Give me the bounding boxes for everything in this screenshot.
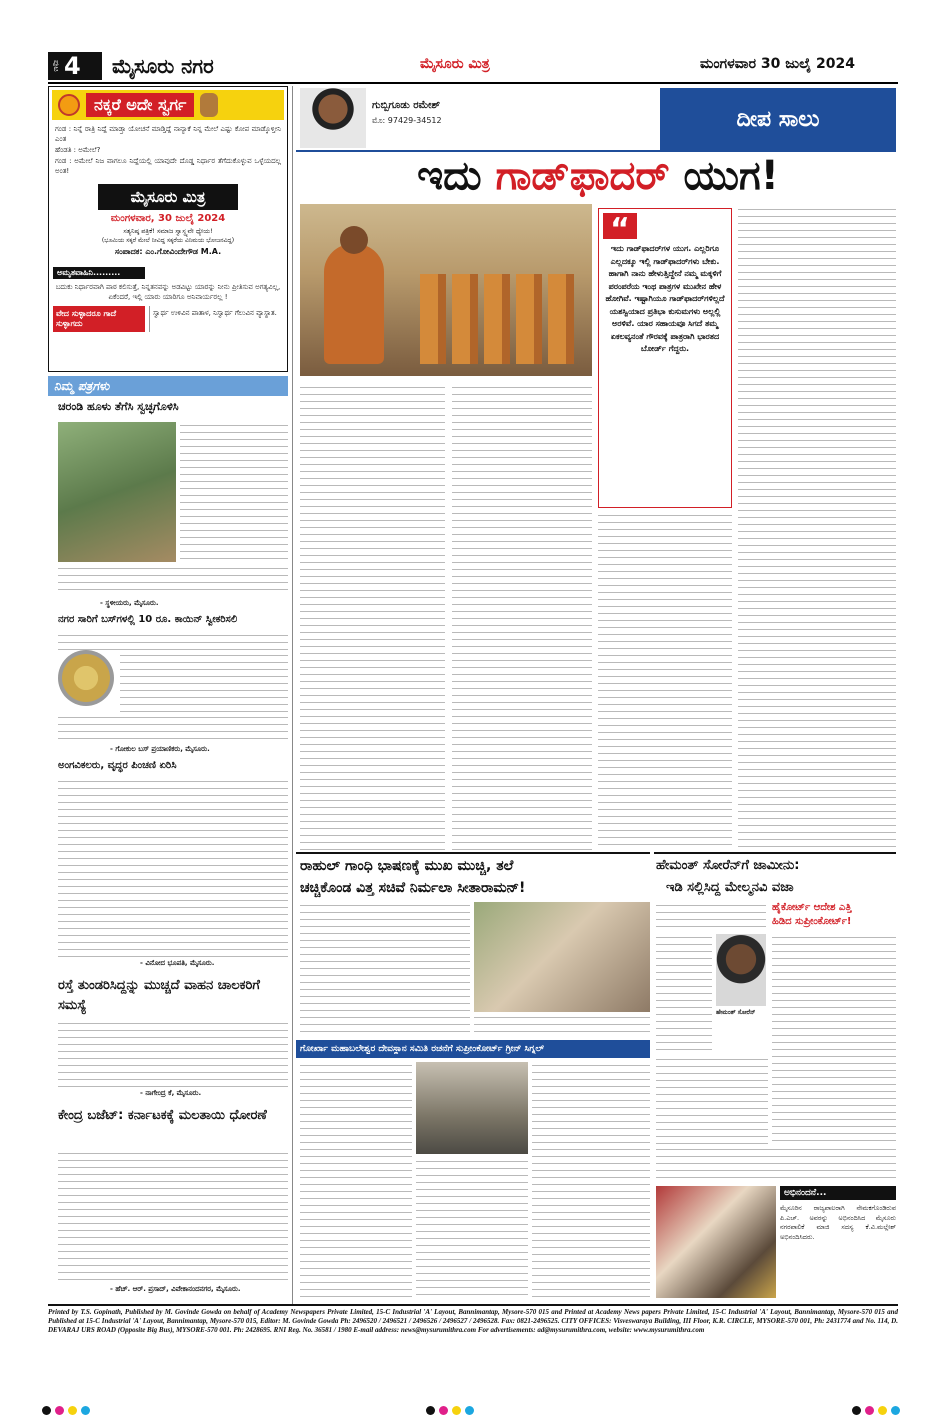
- feature-col-1: [300, 384, 445, 850]
- story-4-header: [296, 1040, 650, 1058]
- drain-photo: [58, 422, 176, 562]
- students-group: [420, 274, 580, 364]
- letter-1-sign: - ಸ್ಥಳೀಯರು, ಮೈಸೂರು.: [100, 599, 159, 607]
- footer-rule: [48, 1304, 898, 1306]
- story-3-col-1a: [656, 902, 766, 932]
- registration-marks-right: [850, 1400, 902, 1419]
- column-label-box: [660, 88, 896, 150]
- quote-mark-icon: “: [603, 213, 637, 239]
- story-4-col-3: [532, 1062, 650, 1298]
- soren-photo: [716, 934, 766, 1006]
- letter-5-body: [58, 1150, 288, 1280]
- cartoon-figure-icon: [200, 93, 218, 117]
- story-3-headline-1: ಹೇಮಂತ್ ಸೋರೆನ್‌ಗೆ ಜಾಮೀನು:: [656, 858, 800, 873]
- story-4-col-2: [416, 1158, 528, 1298]
- registration-marks-center: [424, 1400, 476, 1419]
- story-2-col-1: [300, 902, 470, 1038]
- masthead-rule: [48, 82, 898, 84]
- nirmala-photo: [474, 902, 650, 1012]
- story-2-rule: [296, 852, 650, 854]
- dot-cyan-icon: [81, 1406, 90, 1415]
- story-4-col-1: [300, 1062, 412, 1298]
- dot-black-icon: [852, 1406, 861, 1415]
- section-title: ಮೈಸೂರು ನಗರ: [112, 54, 214, 78]
- greeting-text: ಮೈಸೂರಿನ ರಾಜ್ಯಪಾಲರಾಗಿ ನೇಮಕಗೊಂಡಿರುವ ಪಿ.ಎಚ್. ಅವರನ್ನು ಅಭಿನಂದಿಸಿದ ಮೈಸೂರು ನಗರಪಾಲಿಕೆ ಮಾಜಿ ಸದಸ್ಯ ಕೆ.ವಿ.ಮಲ್ಲೇಶ್ ಅಭಿನಂದಿಸಿದರು.: [780, 1204, 896, 1241]
- amrutha-title: ಅಮೃತವಾಹಿನಿ.........: [53, 267, 145, 279]
- feature-col-2: [452, 384, 592, 850]
- masthead-date: ಮಂಗಳವಾರ 30 ಜುಲೈ 2024: [700, 56, 855, 72]
- letters-title: ನಿಮ್ಮ ಪತ್ರಗಳು: [54, 378, 110, 393]
- dot-yellow-icon: [68, 1406, 77, 1415]
- dot-black-icon: [426, 1406, 435, 1415]
- letter-2-body-top: [58, 632, 288, 652]
- veda-left: ವೇದ ಸುಳ್ಳಾದರೂ ಗಾದೆ ಸುಳ್ಳಾಗದು: [53, 306, 145, 332]
- story-3-col-1c: [656, 1056, 768, 1144]
- author-photo: [300, 88, 366, 148]
- dot-yellow-icon: [878, 1406, 887, 1415]
- box-date: ಮಂಗಳವಾರ, 30 ಜುಲೈ 2024: [110, 213, 226, 224]
- registration-marks-left: [40, 1400, 92, 1419]
- laughing-face-icon: [58, 94, 80, 116]
- story-2-col-2: [474, 1014, 650, 1038]
- soren-photo-caption: ಹೇಮಂತ್ ಸೋರೆನ್: [716, 1009, 756, 1016]
- story-4-headline: ಗೋರ್ಖಾ ಮಹಾಬಲೇಶ್ವರ ದೇವಸ್ಥಾನ ಸಮಿತಿ ರಚನೆಗೆ ಸುಪ್ರೀಂಕೋರ್ಟ್ ಗ್ರೀನ್ ಸಿಗ್ನಲ್: [300, 1044, 545, 1054]
- headline-part-3: ಯುಗ!: [669, 153, 779, 199]
- joke-line-1: ಗಂಡ : ನಿನ್ನೆ ರಾತ್ರಿ ನಿದ್ದೆ ಮಾಡ್ತಾ ಯೋಚನೆ ಮಾಡ್ತಿದ್ದೆ ನಾನ್ಯಾಕೆ ನಿನ್ನ ಮೇಲೆ ಎಷ್ಟು ಕೋಪ ಮಾಡ್ಕೊಳ್ತೀನಿ ಎಂತ: [55, 125, 281, 143]
- joke-title: ನಕ್ಕರೆ ಅದೇ ಸ್ವರ್ಗ: [86, 93, 194, 117]
- greeting-title: ಅಭಿನಂದನೆ...: [780, 1186, 896, 1200]
- story-3-col-2: [772, 934, 896, 1144]
- dot-magenta-icon: [55, 1406, 64, 1415]
- letter-5-sign: - ಹೆಚ್. ಆರ್. ಪ್ರಸಾದ್, ವಿವೇಕಾನಂದನಗರ, ಮೈಸೂರು.: [110, 1285, 241, 1293]
- letter-1-body-2: [58, 565, 288, 593]
- letter-3-body: [58, 778, 288, 958]
- dot-black-icon: [42, 1406, 51, 1415]
- box-editor: ಸಂಪಾದಕ: ಎಂ.ಗೋವಿಂದೇಗೌಡ M.A.: [114, 247, 222, 256]
- letter-3-headline: ಅಂಗವಿಕಲರು, ವೃದ್ಧರ ಪಿಂಚಣಿ ಏರಿಸಿ: [58, 760, 177, 771]
- headline-part-2: ಗಾಡ್‌ಫಾದರ್: [495, 153, 670, 199]
- footer-imprint: Printed by T.S. Gopinath, Published by M. Govinde Gowda on behalf of Academy Newspapers Private Limited, 15-C Industrial 'A' Layout, Bannimantap, Mysore-570 015 and Printed at Academy News papers Private Limited, 15-C Industrial 'A' Layout, Bannimantap, Mysore-570 015 and Published at 15-C Industrial 'A' Layout, Bannimantap, Mysore-570 015, Editor: M. Govinde Gowda Ph: 2496520 / 2496521 / 2496526 / 2496527 / 2496528. Fax: 0821-2496525. CITY OFFICES: Visveswaraya Building, III Floor, K.R. CIRCLE, MYSORE-570 001, Ph: 2431774 and No. 114, D. DEVARAJ URS ROAD (Opposite Big Bus), MYSORE-570 001. Ph: 2428695. RNI Reg. No. 36581 / 1980 E-mail address: news@mysurumithra.com For advertisements: ad@mysurumithra.com, website: www.mysurumithra.com: [48, 1308, 898, 1334]
- amrutha-text: ಬದುಕು ನಿರ್ಧಾರವಾಗಿ ಪಾಠ ಕಲಿಸುತ್ತೆ, ನಿನ್ನತನವನ್ನು ಅಡವಿಟ್ಟು ಯಾರನ್ನು ನೀನು ಪ್ರೀತಿಸುವ ಅಗತ್ಯವಿಲ್ಲ, ಏಕೆಂದರೆ, ಇಲ್ಲಿ ಯಾರು ಯಾರಿಗೂ ಅನಿವಾರ್ಯರಲ್ಲ !: [55, 283, 281, 301]
- joke-line-2: ಹೆಂಡತಿ : ಅಮೇಲೆ?: [55, 146, 101, 154]
- story-3-col-1b: [656, 934, 712, 1054]
- story-3-kicker-2: ಹಿಡಿದ ಸುಪ್ರೀಂಕೋರ್ಟ್!: [772, 916, 852, 927]
- ten-rupee-coin-icon: [58, 650, 114, 706]
- letter-4-sign: - ನಾಗೇಂದ್ರ ಕೆ, ಮೈಸೂರು.: [140, 1089, 202, 1097]
- page-number: 4: [64, 52, 81, 80]
- story-2-headline-1: ರಾಹುಲ್ ಗಾಂಧಿ ಭಾಷಣಕ್ಕೆ ಮುಖ ಮುಚ್ಚಿ, ತಲೆ: [300, 858, 514, 874]
- greeting-photo: [656, 1186, 776, 1298]
- page-label: ಪುಟ: [52, 60, 61, 72]
- temple-photo: [416, 1062, 528, 1154]
- feature-headline: [300, 152, 896, 200]
- letter-4-body: [58, 1020, 288, 1088]
- page-number-badge: [48, 52, 102, 80]
- letter-5-headline: ಕೇಂದ್ರ ಬಜೆಟ್: ಕರ್ನಾಟಕಕ್ಕೆ ಮಲತಾಯಿ ಧೋರಣೆ: [58, 1108, 267, 1123]
- dot-magenta-icon: [865, 1406, 874, 1415]
- letter-4-headline: ರಸ್ತೆ ತುಂಡರಿಸಿದ್ದನ್ನು ಮುಚ್ಚದೆ ವಾಹನ ಚಾಲಕರಿಗೆ ಸಮಸ್ಯೆ: [58, 978, 260, 1013]
- dot-cyan-icon: [891, 1406, 900, 1415]
- veda-right: ಸ್ವಾರ್ಥ ಉಳಿವಿನ ಪಾತಾಳ, ನಿಸ್ವಾರ್ಥ ಗೆಲುವಿನ ವ್ಯಾಸ್ಥಾತ.: [149, 306, 283, 332]
- author-phone: ಮೊ: 97429-34512: [372, 116, 442, 125]
- box-tagline: ಸತ್ಯನಿಷ್ಠ ಪತ್ರಿಕೆ! ಸಮಾಜ ಸ್ವಾಸ್ಥ್ಯವೇ ಧ್ಯೇಯ!: [123, 227, 213, 235]
- letter-1-headline: ಚರಂಡಿ ಹೂಳು ತೆಗೆಸಿ ಸ್ವಚ್ಛಗೊಳಿಸಿ: [58, 400, 179, 413]
- letter-2-body: [120, 652, 288, 712]
- column-label: ದೀಪ ಸಾಲು: [736, 106, 820, 132]
- letter-3-sign: - ವಿನೋದ ಭೂಪತಿ, ಮೈಸೂರು.: [140, 959, 215, 967]
- guru-figure: [324, 244, 384, 364]
- author-name: ಗುಬ್ಬಿಗೂಡು ರಮೇಶ್: [372, 100, 441, 111]
- guru-head: [340, 226, 368, 254]
- mitra-logo-box: ಮೈಸೂರು ಮಿತ್ರ: [98, 184, 238, 210]
- letter-2-sign: - ಗೋಕುಲ ಬಸ್ ಪ್ರಯಾಣಿಕರು, ಮೈಸೂರು.: [110, 745, 210, 753]
- story-3-headline-2: ಇಡಿ ಸಲ್ಲಿಸಿದ್ದ ಮೇಲ್ಮನವಿ ವಜಾ: [666, 880, 794, 895]
- headline-part-1: ಇದು: [417, 153, 496, 199]
- letter-2-headline: ನಗರ ಸಾರಿಗೆ ಬಸ್‌ಗಳಲ್ಲಿ 10 ರೂ. ಕಾಯಿನ್ ಸ್ವೀಕರಿಸಲಿ: [58, 614, 238, 625]
- letters-header: [48, 376, 288, 396]
- pull-quote-text: ಇದು ಗಾಡ್‌ಫಾದರ್‌ಗಳ ಯುಗ. ಎಲ್ಲರಿಗೂ ಎಲ್ಲದಕ್ಕೂ ಇಲ್ಲಿ ಗಾಡ್‌ಫಾದರ್‌ಗಳು ಬೇಕು. ಹಾಗಾಗಿ ನಾನು ಹೇಳುತ್ತಿದ್ದೇನೆ ನಮ್ಮ ಮಕ್ಕಳಿಗೆ ಪರಂಪರೆಯ ಇಂಥ ಪಾತ್ರಗಳ ಮುಖೇನ ಹೇಳ ಹೋಗಿವೆ. ಇಷ್ಟಾಗಿಯೂ ಗಾಡ್‌ಫಾದರ್‌ಗಳಿಲ್ಲದೆ ಯಶಸ್ವಿಯಾದ ಪ್ರತಿಭಾ ಕುಸುಮಗಳು ಅಲ್ಲಲ್ಲಿ ಅರಳಿವೆ. ಯಾರ ಸಹಾಯವೂ ಸಿಗದೆ ತಮ್ಮ ಏಕಲವ್ಯನಂತೆ ಗೌರವಕ್ಕೆ ಪಾತ್ರರಾಗಿ ಭಾರತದ ಬೋರ್ಡ್ ಗೆದ್ದರು.: [605, 244, 725, 353]
- story-2-headline-2: ಚಚ್ಚಿಕೊಂಡ ವಿತ್ತ ಸಚಿವೆ ನಿರ್ಮಲಾ ಸೀತಾರಾಮನ್!: [300, 880, 526, 896]
- dot-magenta-icon: [439, 1406, 448, 1415]
- guru-painting: [300, 204, 592, 376]
- pull-quote-box: [598, 208, 732, 508]
- feature-col-3: [598, 512, 732, 850]
- dot-yellow-icon: [452, 1406, 461, 1415]
- story-3-kicker-1: ಹೈಕೋರ್ಟ್ ಆದೇಶ ಎತ್ತಿ: [772, 902, 852, 913]
- dot-cyan-icon: [465, 1406, 474, 1415]
- joke-line-3: ಗಂಡ : ಅಮೇಲೆ ನಿಜ ವಾಗಲೂ ನಿದ್ದೆಯಲ್ಲಿ ಯಾವುದೇ ದೊಡ್ಡ ನಿರ್ಧಾರ ತೆಗೆದುಕೊಳ್ಳುವ ಒಳ್ಳೆಯದಲ್ಲ ಅಂತ!: [55, 157, 281, 175]
- letter-2-body-2: [58, 714, 288, 744]
- letter-1-body: [180, 422, 288, 572]
- box-tagline-2: (ಭೂಮಿಯ ಸಕ್ಕರೆ ಮೇಲೆ ನೀವಿದ್ದ ಸಕ್ಕರೆಯ ವಿನಿಮಯ ಭೋಜನವಿದ್ದ): [101, 237, 235, 244]
- masthead-logo: ಮೈಸೂರು ಮಿತ್ರ: [420, 56, 490, 72]
- joke-box: [48, 86, 288, 372]
- story-3-col-full: [656, 1146, 896, 1182]
- veda-row: [53, 306, 283, 332]
- feature-col-4: [738, 206, 896, 850]
- column-rule-left: [292, 86, 293, 1304]
- story-3-rule: [654, 852, 896, 854]
- joke-banner: [52, 90, 284, 120]
